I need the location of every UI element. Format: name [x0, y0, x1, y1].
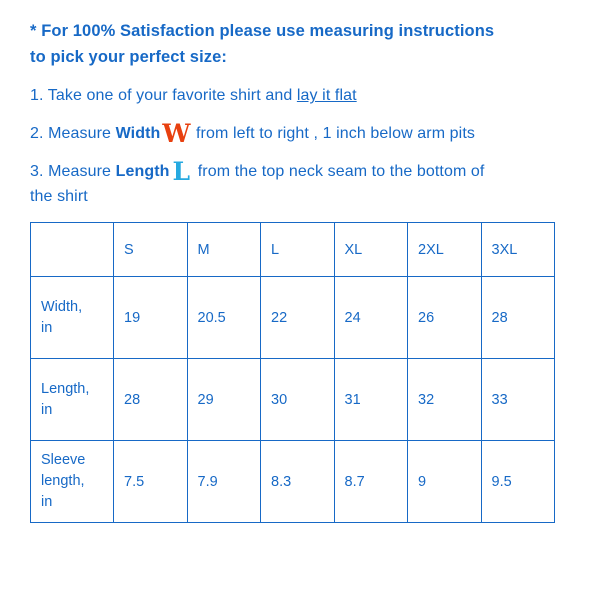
table-header-row — [31, 223, 555, 277]
table-cell-length-l: 30 — [261, 359, 335, 441]
table-cell-length-xl: 31 — [334, 359, 408, 441]
row-header-sleeve-line1: Sleeve — [41, 452, 86, 469]
table-cell-length-s: 28 — [114, 359, 188, 441]
table-cell-width-2xl: 26 — [408, 277, 482, 359]
step-3 — [30, 156, 572, 210]
table-row-header-sleeve-length — [31, 441, 114, 523]
table-cell-width-3xl: 28 — [481, 277, 555, 359]
row-header-width-line2: in — [41, 319, 53, 336]
table-row-sleeve-length — [31, 441, 555, 523]
table-row-length — [31, 359, 555, 441]
table-cell-sleeve-s: 7.5 — [114, 441, 188, 523]
headline — [30, 18, 572, 70]
table-cell-sleeve-2xl: 9 — [408, 441, 482, 523]
table-cell-length-m: 29 — [187, 359, 261, 441]
table-cell-sleeve-3xl: 9.5 — [481, 441, 555, 523]
table-corner-cell — [31, 223, 114, 277]
table-cell-width-xl: 24 — [334, 277, 408, 359]
table-column-header-3xl: 3XL — [481, 223, 555, 277]
row-header-width-line1: Width, — [41, 298, 83, 315]
row-header-sleeve-line3: in — [41, 494, 53, 511]
row-header-sleeve-line2: length, — [41, 473, 85, 490]
table-row-header-width — [31, 277, 114, 359]
table-column-header-xl: XL — [334, 223, 408, 277]
table-row-width — [31, 277, 555, 359]
table-row-header-length — [31, 359, 114, 441]
headline-line-1: * For 100% Satisfaction please use measuring instructions — [30, 22, 495, 40]
table-cell-sleeve-l: 8.3 — [261, 441, 335, 523]
step-3-keyword-length: Length — [115, 162, 170, 180]
step-2-text-before: Measure — [43, 124, 116, 142]
step-2 — [30, 118, 572, 148]
table-column-header-m: M — [187, 223, 261, 277]
table-column-header-l: L — [261, 223, 335, 277]
step-2-keyword-width: Width — [115, 124, 161, 142]
table-column-header-s: S — [114, 223, 188, 277]
step-1-number: 1. — [30, 87, 44, 105]
step-1 — [30, 84, 572, 109]
table-cell-sleeve-m: 7.9 — [187, 441, 261, 523]
table-cell-length-2xl: 32 — [408, 359, 482, 441]
table-cell-length-3xl: 33 — [481, 359, 555, 441]
table-cell-width-s: 19 — [114, 277, 188, 359]
table-cell-sleeve-xl: 8.7 — [334, 441, 408, 523]
step-3-text-after: from the top neck seam to the bottom of — [193, 162, 485, 180]
step-1-underlined-text: lay it flat — [296, 87, 357, 105]
row-header-length-line2: in — [41, 401, 53, 418]
step-3-text-wrap: the shirt — [30, 187, 88, 205]
headline-line-2: to pick your perfect size: — [30, 48, 227, 67]
step-3-number: 3. — [30, 162, 44, 180]
length-glyph-icon: L — [172, 156, 191, 186]
row-header-length-line1: Length, — [41, 380, 90, 397]
width-glyph-icon: W — [162, 118, 190, 148]
table-column-header-2xl: 2XL — [408, 223, 482, 277]
step-2-text-after: from left to right , 1 inch below arm pits — [191, 124, 475, 142]
step-2-number: 2. — [30, 124, 44, 142]
table-cell-width-m: 20.5 — [187, 277, 261, 359]
step-1-text: Take one of your favorite shirt and — [43, 87, 297, 105]
size-table — [30, 222, 555, 523]
table-cell-width-l: 22 — [261, 277, 335, 359]
step-3-text-before: Measure — [43, 162, 116, 180]
